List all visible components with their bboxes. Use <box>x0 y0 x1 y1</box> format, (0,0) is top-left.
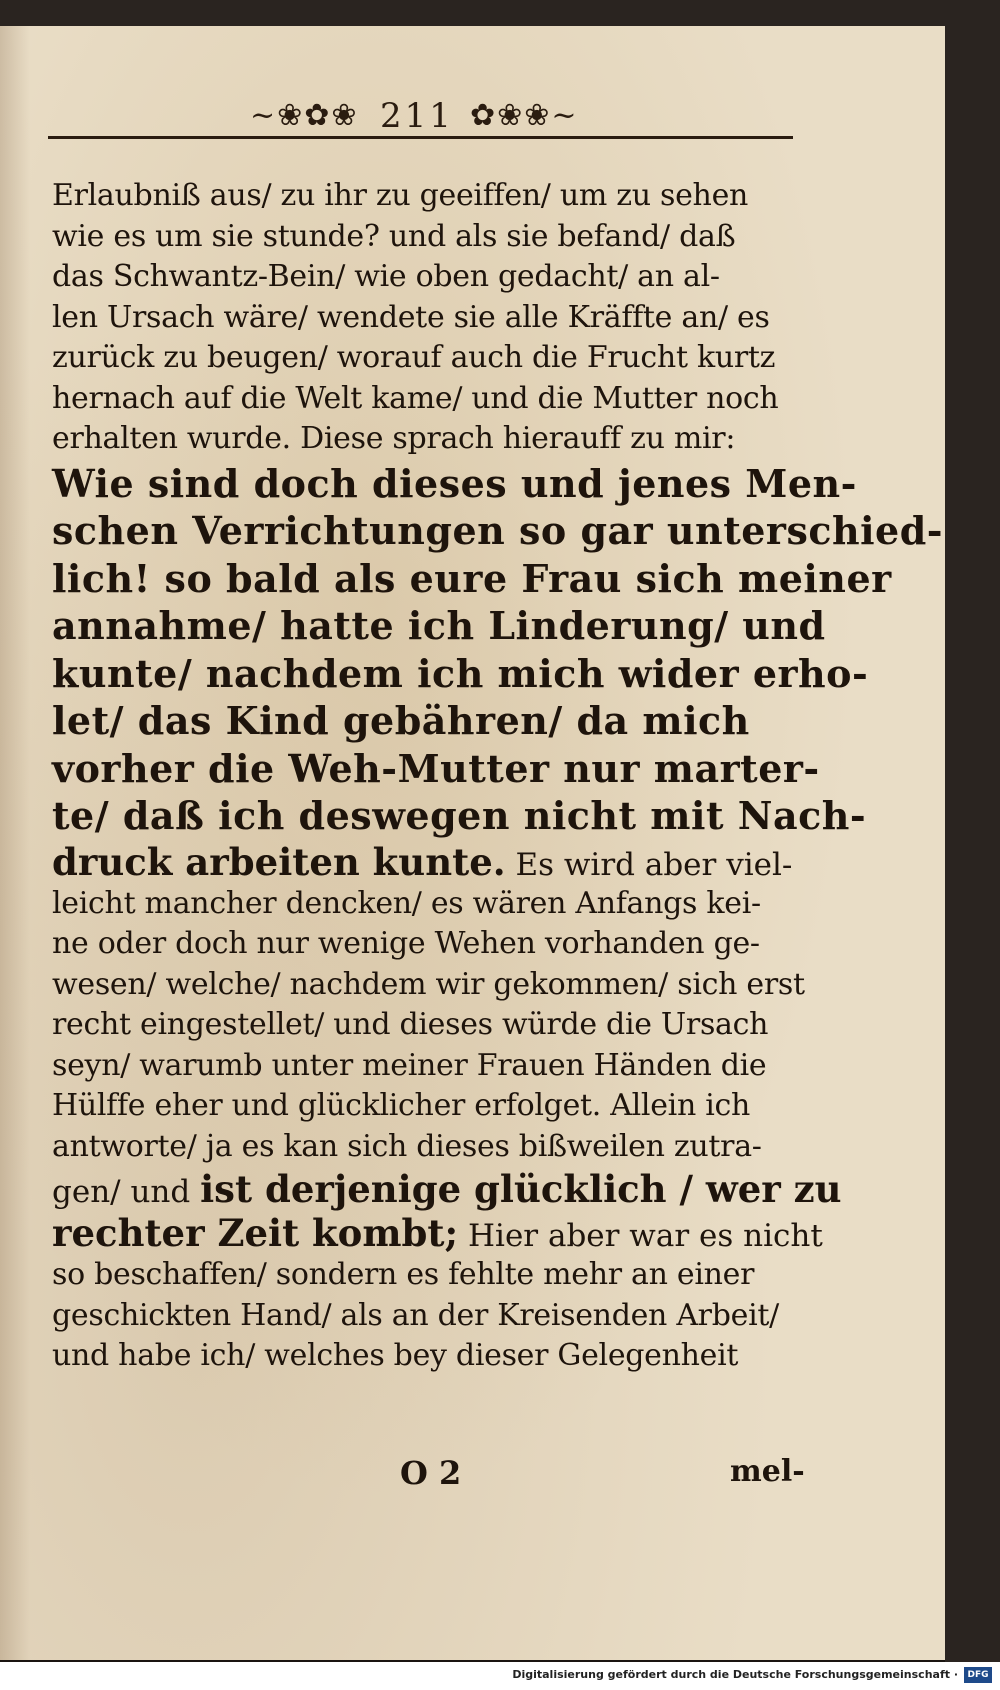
text-line: wie es um sie stunde? und als sie befand/ daß <box>52 218 736 254</box>
text-line: wesen/ welche/ nachdem wir gekommen/ sich erst <box>52 966 805 1002</box>
text-line: leicht mancher dencken/ es wären Anfangs kei- <box>52 885 761 921</box>
emphasized-line: schen Verrichtungen so gar unterschied- <box>52 508 944 553</box>
funding-credit: Digitalisierung gefördert durch die Deutsche Forschungsgemeinschaft · <box>512 1668 958 1681</box>
text-line: recht eingestellet/ und dieses würde die Ursach <box>52 1007 769 1042</box>
emphasized-line: annahme/ hatte ich Linderung/ und <box>52 603 826 648</box>
emphasized-phrase: druck arbeiten kunte. <box>52 839 506 884</box>
ornament-left-icon: ~❀✿❀ <box>250 98 359 133</box>
text-line: Hülffe eher und glücklicher erfolget. Allein ich <box>52 1088 751 1123</box>
text-line: len Ursach wäre/ wendete sie alle Kräffte an/ es <box>52 299 770 335</box>
text-line: zurück zu beugen/ worauf auch die Frucht kurtz <box>52 340 776 375</box>
signature-mark: O 2 <box>400 1454 462 1492</box>
text-line: so beschaffen/ sondern es fehlte mehr an einer <box>52 1257 755 1292</box>
emphasized-line: Wie sind doch dieses und jenes Men- <box>52 460 857 506</box>
emphasized-line: let/ das Kind gebähren/ da mich <box>52 698 750 743</box>
emphasized-line: te/ daß ich deswegen nicht mit Nach- <box>52 793 867 838</box>
text-line: ne oder doch nur wenige Wehen vorhanden ge- <box>52 926 760 961</box>
text-line: Erlaubniß aus/ zu ihr zu geeiffen/ um zu sehen <box>52 178 749 213</box>
mixed-line <box>52 1211 823 1255</box>
catchword: mel- <box>730 1454 805 1489</box>
page-footer <box>0 1454 945 1494</box>
regular-phrase: Es wird aber viel- <box>515 846 793 883</box>
regular-phrase: gen/ und <box>52 1174 191 1210</box>
emphasized-phrase: ist derjenige glücklich / wer zu <box>200 1167 842 1211</box>
emphasized-line: vorher die Weh-Mutter nur marter- <box>52 745 820 791</box>
text-line: erhalten wurde. Diese sprach hierauff zu mir: <box>52 421 736 456</box>
emphasized-line: kunte/ nachdem ich mich wider erho- <box>52 650 869 696</box>
mixed-line <box>52 840 802 884</box>
text-line: antworte/ ja es kan sich dieses bißweilen zutra- <box>52 1128 762 1164</box>
body-text <box>52 176 944 1377</box>
regular-phrase: Hier aber war es nicht <box>468 1218 823 1254</box>
page-number: 211 <box>380 96 454 136</box>
ornament-right-icon: ✿❀❀~ <box>470 98 579 133</box>
emphasized-line: lich! so bald als eure Frau sich meiner <box>52 555 892 601</box>
text-line: geschickten Hand/ als an der Kreisenden Arbeit/ <box>52 1297 779 1333</box>
credit-bar <box>0 1662 1000 1690</box>
text-line: seyn/ warumb unter meiner Frauen Händen die <box>52 1047 767 1083</box>
text-line: das Schwantz-Bein/ wie oben gedacht/ an al- <box>52 259 720 294</box>
book-page <box>0 26 945 1662</box>
emphasized-phrase: rechter Zeit kombt; <box>52 1211 459 1255</box>
mixed-line <box>52 1167 842 1211</box>
text-line: hernach auf die Welt kame/ und die Mutter noch <box>52 380 779 416</box>
dfg-logo-icon: DFG <box>964 1667 992 1683</box>
text-line: und habe ich/ welches bey dieser Gelegenheit <box>52 1338 739 1373</box>
header-rule <box>48 136 793 139</box>
